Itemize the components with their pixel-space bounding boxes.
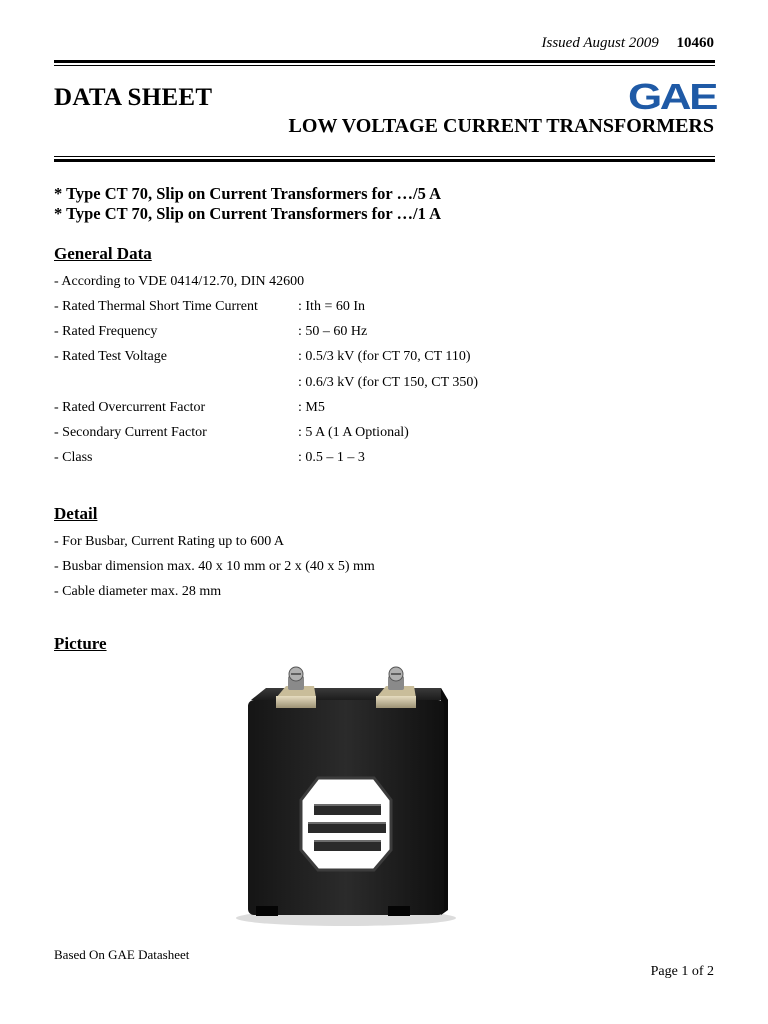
picture-heading: Picture <box>54 634 107 653</box>
page-title: DATA SHEET <box>54 84 213 111</box>
gae-logo <box>628 80 718 114</box>
general-row-value: : 0.5/3 kV (for CT 70, CT 110) <box>298 349 471 364</box>
general-row-value: : 0.5 – 1 – 3 <box>298 450 365 465</box>
detail-heading: Detail <box>54 504 98 523</box>
type-line-1a: * Type CT 70, Slip on Current Transformers for …/1 A <box>54 204 442 223</box>
general-row <box>54 450 365 466</box>
general-row-label: - Rated Thermal Short Time Current <box>54 299 258 314</box>
general-row-label: - Class <box>54 450 93 465</box>
footer-source: Based On GAE Datasheet <box>54 947 190 962</box>
general-row-value: : 50 – 60 Hz <box>298 324 368 339</box>
general-row <box>54 349 471 365</box>
general-row-label: - According to VDE 0414/12.70, DIN 42600 <box>54 274 305 289</box>
detail-row: - Busbar dimension max. 40 x 10 mm or 2 x (40 x 5) mm <box>54 559 375 574</box>
general-row <box>54 400 325 416</box>
detail-row: - Cable diameter max. 28 mm <box>54 584 222 599</box>
header-bottom-rule <box>54 156 715 162</box>
general-row-value: : Ith = 60 In <box>298 299 365 314</box>
general-row-label: - Rated Overcurrent Factor <box>54 400 206 415</box>
general-data-heading: General Data <box>54 244 152 263</box>
current-transformer-photo <box>196 660 496 930</box>
general-row-label: - Rated Test Voltage <box>54 349 167 364</box>
general-row-label: - Secondary Current Factor <box>54 425 207 440</box>
page-number: Page 1 of 2 <box>650 964 714 979</box>
general-row <box>54 274 304 290</box>
page-subtitle: LOW VOLTAGE CURRENT TRANSFORMERS <box>288 115 714 137</box>
general-row <box>54 425 409 441</box>
general-row-value: : 5 A (1 A Optional) <box>298 425 409 440</box>
general-row-label: - Rated Frequency <box>54 324 158 339</box>
gae-logo-text: GAE <box>628 80 718 114</box>
issued-line <box>542 35 714 52</box>
general-row-value: : M5 <box>298 400 325 415</box>
general-row <box>54 299 365 315</box>
detail-row: - For Busbar, Current Rating up to 600 A <box>54 534 285 549</box>
general-row-value: : 0.6/3 kV (for CT 150, CT 350) <box>298 375 479 390</box>
product-types <box>54 184 441 224</box>
top-rule <box>54 60 715 66</box>
general-row <box>54 324 368 340</box>
issued-date: Issued August 2009 <box>541 35 659 51</box>
document-number: 10460 <box>676 35 714 51</box>
type-line-5a: * Type CT 70, Slip on Current Transformers for …/5 A <box>54 184 442 203</box>
